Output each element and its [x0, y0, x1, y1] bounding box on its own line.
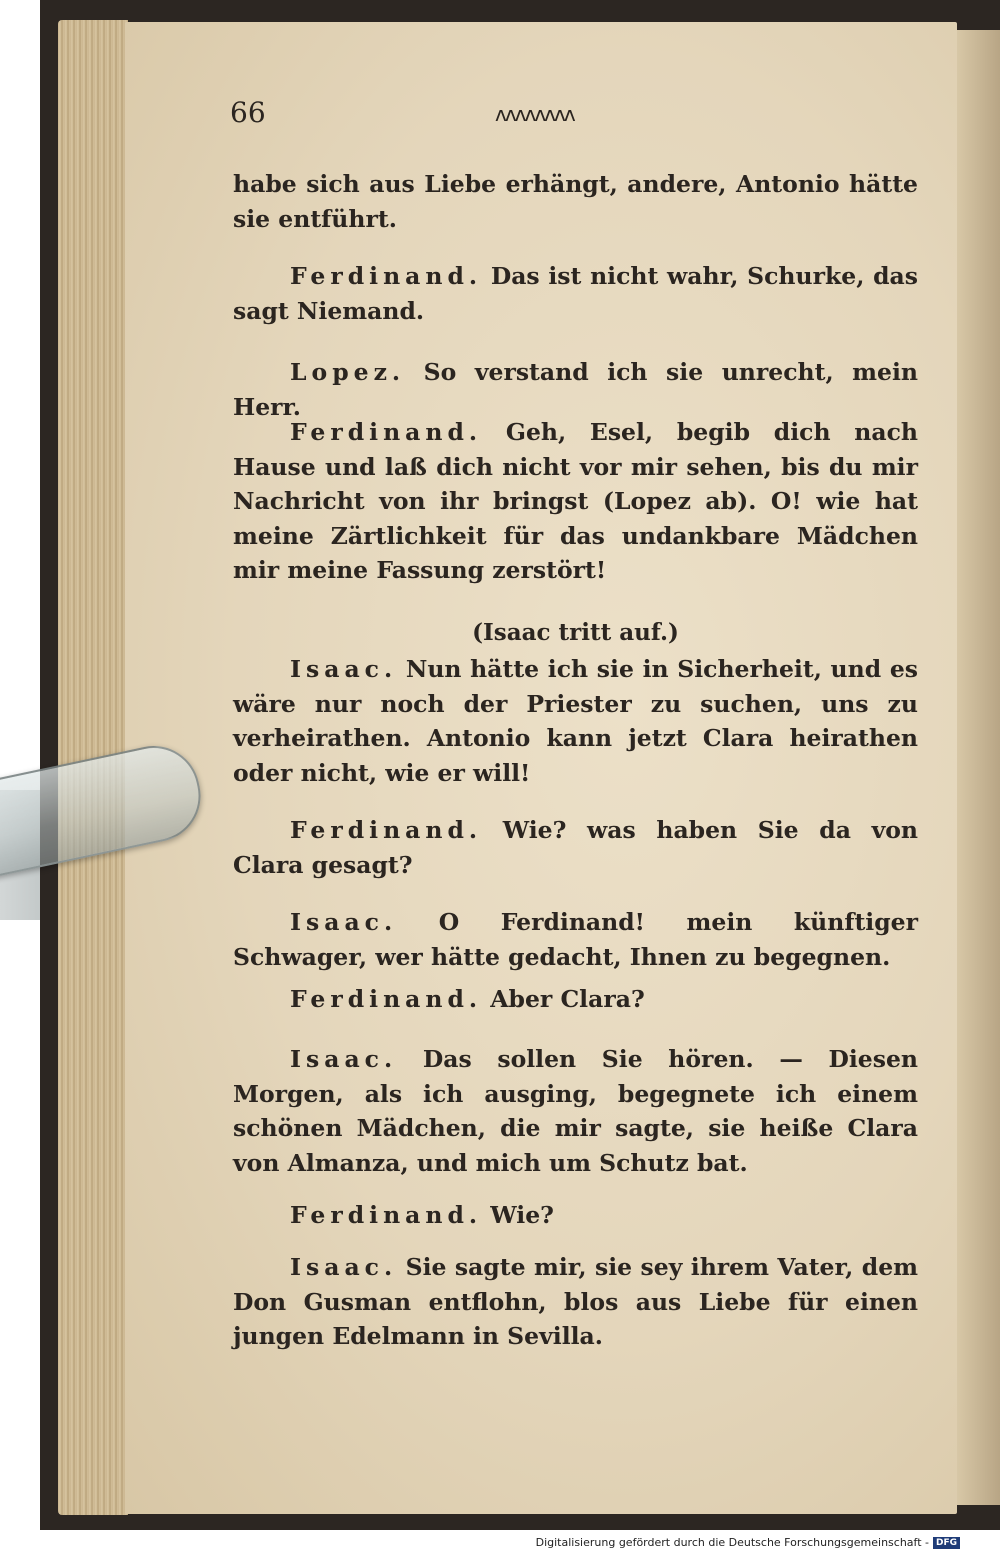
dialogue-text: Wie?: [490, 1201, 554, 1229]
dialogue-text: Sie sagte mir, sie sey ihrem Vater, dem Don Gusman entflohn, blos aus Liebe für einen jungen Edelmann in Sevilla.: [233, 1253, 919, 1350]
header-ornament: ʌʌʌʌʌʌʌʌ: [495, 102, 574, 126]
page-header: [230, 92, 920, 142]
dialogue-line: [233, 415, 918, 588]
speaker-name: Isaac.: [290, 908, 398, 936]
dialogue-text: Das sollen Sie hören. — Diesen Morgen, als ich ausging, begegnete ich einem schönen Mädchen, die mir sagte, sie heiße Clara von Almanza, und mich um Schutz bat.: [233, 1045, 918, 1177]
page-number: 66: [230, 96, 266, 129]
dialogue-text: Aber Clara?: [490, 985, 645, 1013]
page-edges-right: [955, 30, 1000, 1505]
dialogue-line: [233, 982, 918, 1017]
dialogue-line: [233, 259, 918, 328]
speaker-name: Ferdinand.: [290, 985, 483, 1013]
paragraph-text: habe sich aus Liebe erhängt, andere, Antonio hätte sie entführt.: [233, 170, 918, 233]
paragraph-continuation: [233, 167, 918, 236]
dialogue-line: [233, 1250, 918, 1354]
dialogue-text: Nun hätte ich sie in Sicherheit, und es wäre nur noch der Priester zu suchen, uns zu verheirathen. Antonio kann jetzt Clara heirathen oder nicht, wie er will!: [233, 655, 918, 787]
book-page: [125, 22, 957, 1514]
speaker-name: Ferdinand.: [290, 262, 483, 290]
dialogue-line: [233, 1042, 918, 1180]
dfg-logo: DFG: [933, 1537, 960, 1549]
speaker-name: Lopez.: [290, 358, 406, 386]
dialogue-text: O Ferdinand! mein künftiger Schwager, wer hätte gedacht, Ihnen zu begegnen.: [233, 908, 918, 971]
dialogue-line: [233, 905, 918, 974]
speaker-name: Ferdinand.: [290, 418, 483, 446]
dialogue-text: Wie? was haben Sie da von Clara gesagt?: [233, 816, 918, 879]
credit-text: Digitalisierung gefördert durch die Deutsche Forschungsgemeinschaft -: [535, 1536, 929, 1549]
speaker-name: Ferdinand.: [290, 816, 483, 844]
speaker-name: Isaac.: [290, 655, 398, 683]
stage-direction: (Isaac tritt auf.): [472, 619, 679, 646]
dialogue-text: Das ist nicht wahr, Schurke, das sagt Niemand.: [233, 262, 918, 325]
digitization-credit: [536, 1536, 960, 1549]
dialogue-text: Geh, Esel, begib dich nach Hause und laß dich nicht vor mir sehen, bis du mir Nachricht von ihr bringst (Lopez ab). O! wie hat meine Zärtlichkeit für das undankbare Mädchen mir meine Fassung zerstört!: [233, 418, 918, 584]
speaker-name: Isaac.: [290, 1045, 398, 1073]
dialogue-line: [233, 652, 918, 790]
speaker-name: Isaac.: [290, 1253, 398, 1281]
dialogue-line: [233, 1198, 918, 1233]
dialogue-line: [233, 813, 918, 882]
dialogue-line: [233, 355, 918, 424]
speaker-name: Ferdinand.: [290, 1201, 483, 1229]
dialogue-text: So verstand ich sie unrecht, mein Herr.: [233, 358, 918, 421]
